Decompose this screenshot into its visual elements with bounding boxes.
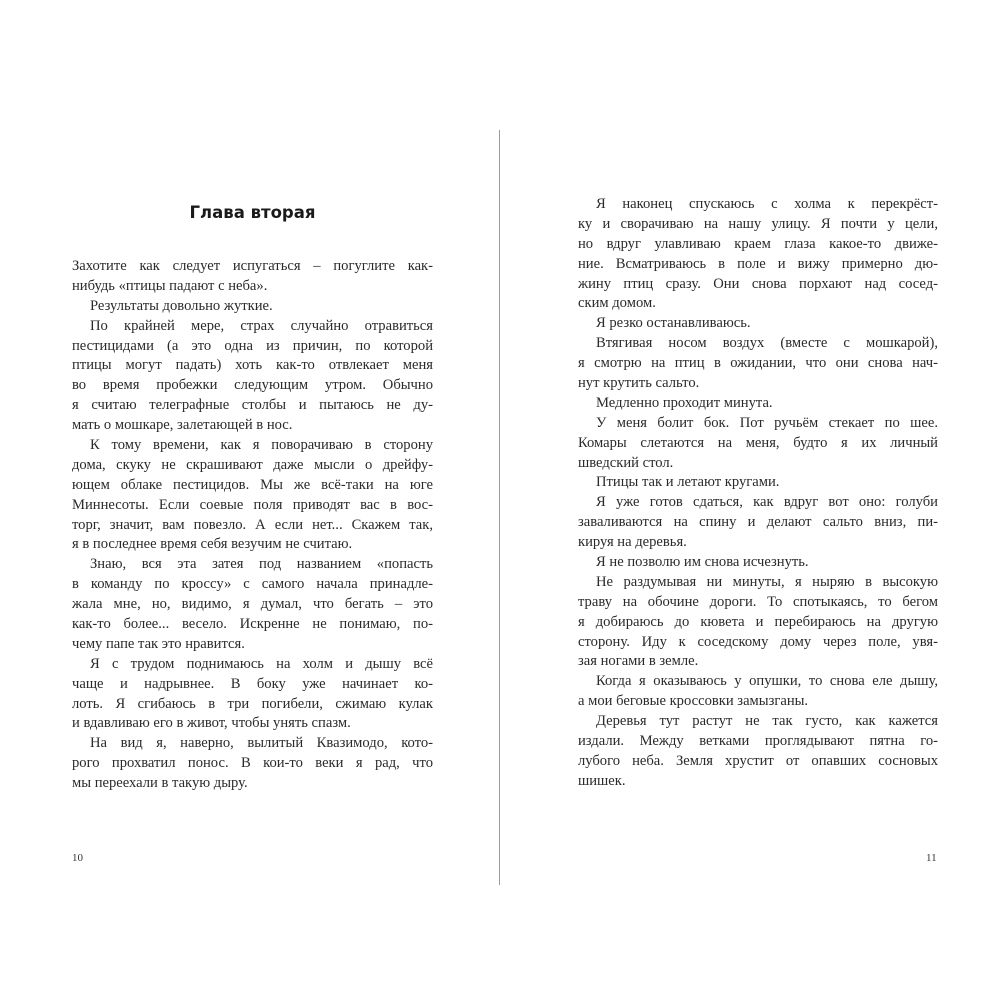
text-line: Я не позволю им снова исчезнуть. xyxy=(596,554,809,571)
left-page-text xyxy=(72,257,433,794)
text-line: Я уже готов сдаться, как вдруг вот оно: голуби xyxy=(596,494,938,511)
text-line: Когда я оказываюсь у опушки, то снова еле дышу, xyxy=(596,673,938,690)
text-line: чему папе так это нравится. xyxy=(72,635,245,652)
paragraph xyxy=(72,257,433,297)
text-line: сторону. Иду к соседскому дому через поле, увя- xyxy=(578,633,938,650)
paragraph xyxy=(578,473,938,493)
text-line: Не раздумывая ни минуты, я ныряю в высокую xyxy=(596,573,938,590)
page-number-left: 10 xyxy=(72,852,83,864)
text-line: издали. Между ветками проглядывают пятна го- xyxy=(578,733,938,750)
paragraph xyxy=(578,195,938,314)
text-line: лубого неба. Земля хрустит от опавших сосновых xyxy=(578,752,938,769)
text-line: Я резко останавливаюсь. xyxy=(596,315,751,332)
text-line: мать о мошкаре, залетающей в нос. xyxy=(72,417,293,434)
text-line: Птицы так и летают кругами. xyxy=(596,474,780,491)
paragraph xyxy=(578,573,938,672)
paragraph xyxy=(72,317,433,436)
chapter-heading: Глава вторая xyxy=(189,203,316,222)
text-line: пестицидами (а это одна из причин, по которой xyxy=(72,337,433,354)
text-line: траву на обочине дороги. То спотыкаясь, то бегом xyxy=(578,593,938,610)
text-line: жину птиц сразу. Они снова порхают над сосед- xyxy=(578,275,938,292)
text-line: ющем облаке пестицидов. Мы же всё-таки на юге xyxy=(72,476,433,493)
text-line: Я с трудом поднимаюсь на холм и дышу всё xyxy=(90,655,433,672)
paragraph xyxy=(72,734,433,794)
text-line: мы переехали в такую дыру. xyxy=(72,775,248,792)
text-line: я в последнее время себя везучим не считаю. xyxy=(72,536,353,553)
text-line: нут крутить сальто. xyxy=(578,375,700,392)
text-line: дома, скуку не скрашивают даже мысли о дрейфу- xyxy=(72,456,433,473)
paragraph xyxy=(72,655,433,735)
paragraph xyxy=(578,314,938,334)
text-line: Я наконец спускаюсь с холма к перекрёст- xyxy=(596,196,938,212)
text-line: шведский стол. xyxy=(578,454,674,471)
text-line: Медленно проходит минута. xyxy=(596,394,773,411)
paragraph xyxy=(578,394,938,414)
text-line: в команду по кроссу» с самого начала принадле- xyxy=(72,576,433,593)
text-line: и вдавливаю его в живот, чтобы унять спазм. xyxy=(72,715,351,732)
paragraph xyxy=(578,334,938,394)
text-line: Захотите как следует испугаться – погуглите как- xyxy=(72,258,433,274)
page-number-right: 11 xyxy=(926,852,937,864)
paragraph xyxy=(578,414,938,474)
text-line: как-то более... весело. Искренне не понимаю, по- xyxy=(72,616,433,633)
text-line: заваливаются на спину и делают сальто вниз, пи- xyxy=(578,514,938,531)
text-line: У меня болит бок. Пот ручьём стекает по шее. xyxy=(596,414,938,431)
text-line: чаще и надрывнее. В боку уже начинает ко- xyxy=(72,675,433,692)
text-line: Знаю, вся эта затея под названием «попасть xyxy=(90,556,433,573)
text-line: я считаю телеграфные столбы и пытаюсь не ду- xyxy=(72,397,433,414)
text-line: На вид я, наверно, вылитый Квазимодо, кото- xyxy=(90,735,433,752)
paragraph xyxy=(578,553,938,573)
text-line: кируя на деревья. xyxy=(578,534,687,551)
paragraph xyxy=(578,672,938,712)
text-line: рого прохватил понос. В кои-то веки я рад, что xyxy=(72,755,433,772)
text-line: ние. Всматриваюсь в поле и вижу примерно дю- xyxy=(578,255,938,272)
text-line: я добираюсь до кювета и перебираюсь на другую xyxy=(578,613,938,630)
text-line: я смотрю на птиц в ожидании, что они снова нач- xyxy=(578,355,938,372)
text-line: птицы могут падать) хоть как-то отвлекает меня xyxy=(72,357,433,374)
paragraph xyxy=(578,712,938,792)
text-line: но вдруг улавливаю краем глаза какое-то движе- xyxy=(578,235,938,252)
text-line: лоть. Я сгибаюсь в три погибели, сжимаю кулак xyxy=(72,695,433,712)
paragraph xyxy=(72,436,433,555)
text-line: Результаты довольно жуткие. xyxy=(90,297,273,314)
text-line: а мои беговые кроссовки замызганы. xyxy=(578,693,809,710)
text-line: жала мне, но, видимо, я думал, что бегать – это xyxy=(72,596,433,613)
text-line: зая ногами в земле. xyxy=(578,653,699,670)
right-page-text xyxy=(578,195,938,792)
text-line: Миннесоты. Если соевые поля приводят вас в вос- xyxy=(72,496,433,513)
text-line: По крайней мере, страх случайно отравиться xyxy=(90,317,433,334)
text-line: К тому времени, как я поворачиваю в сторону xyxy=(90,437,433,454)
text-line: торг, значит, вам повезло. А если нет... Скажем так, xyxy=(72,516,433,533)
text-line: Комары слетаются на меня, будто я их личный xyxy=(578,434,938,451)
text-line: Втягивая носом воздух (вместе с мошкарой), xyxy=(596,335,938,352)
paragraph xyxy=(72,555,433,654)
paragraph xyxy=(72,297,433,317)
text-line: нибудь «птицы падают с неба». xyxy=(72,277,268,294)
paragraph xyxy=(578,493,938,553)
text-line: ку и сворачиваю на нашу улицу. Я почти у цели, xyxy=(578,215,938,232)
text-line: во время пробежки следующим утром. Обычно xyxy=(72,377,433,394)
text-line: шишек. xyxy=(578,772,626,789)
text-line: Деревья тут растут не так густо, как кажется xyxy=(596,713,938,730)
book-spine-divider xyxy=(499,130,500,885)
text-line: ским домом. xyxy=(578,295,656,312)
